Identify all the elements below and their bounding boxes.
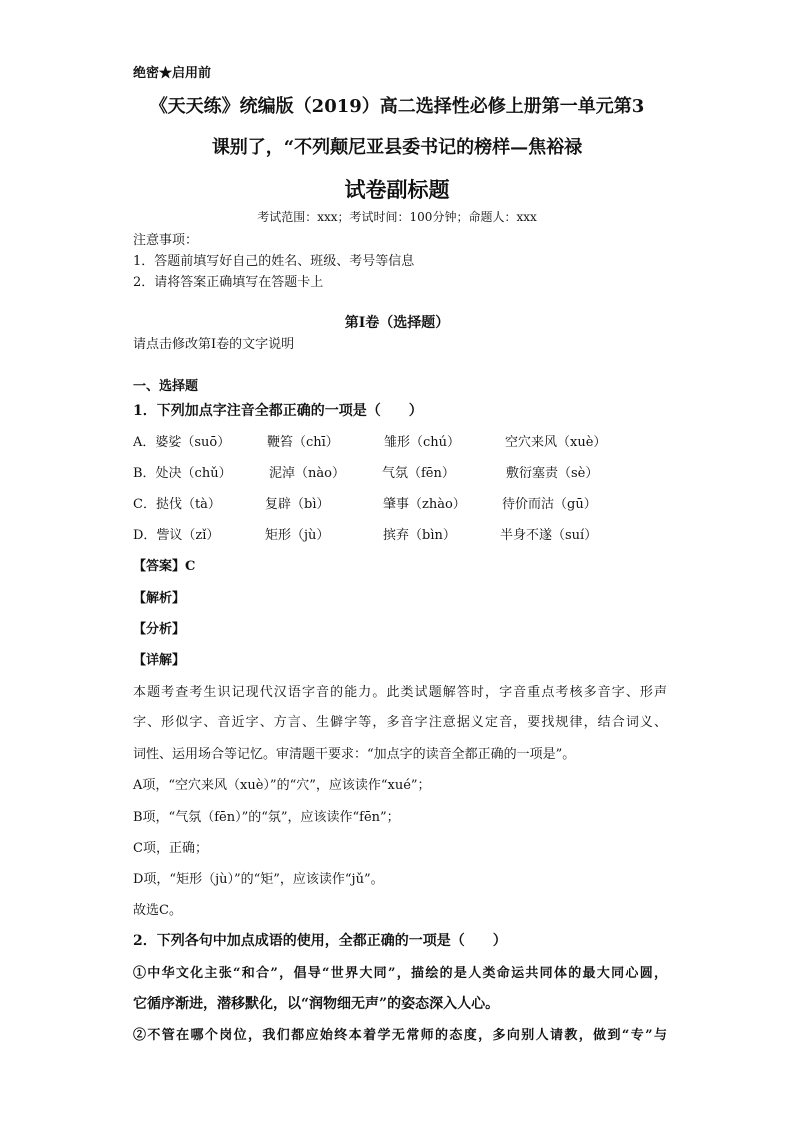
option-item: B．处决（chǔ） xyxy=(133,466,232,481)
option-item: A．婆娑（suō） xyxy=(133,435,231,450)
explanation-line: 词性、运用场合等记忆。审清题干要求：“加点字的读音全都正确的一项是”。 xyxy=(133,747,576,762)
exam-title-line-2: 课别了，“不列颠尼亚县委书记的榜样—焦裕禄 xyxy=(211,137,583,158)
option-item: C．挞伐（tà） xyxy=(133,497,221,512)
option-row-a xyxy=(133,431,663,451)
option-item: 矩形（jù） xyxy=(265,528,330,543)
exam-info: 考试范围：xxx；考试时间：100分钟；命题人：xxx xyxy=(257,210,537,224)
exam-subtitle: 试卷副标题 xyxy=(344,177,450,202)
option-item: 肇事（zhào） xyxy=(383,497,466,512)
option-item: 复辟（bì） xyxy=(265,497,330,512)
question-2-stem: 2．下列各句中加点成语的使用，全都正确的一项是（ ） xyxy=(133,933,507,949)
option-row-b xyxy=(133,462,663,482)
explanation-line: D项，“矩形（jù）”的“矩”，应该读作“jǔ”。 xyxy=(133,872,384,887)
option-item: 泥淖（nào） xyxy=(269,466,345,481)
option-row-d xyxy=(133,524,663,544)
explanation-line: A项，“空穴来风（xuè）”的“穴”，应该读作“xué”； xyxy=(133,778,431,793)
question-1-stem: 1．下列加点字注音全都正确的一项是（ ） xyxy=(133,403,423,419)
option-item: D．訾议（zǐ） xyxy=(133,528,220,543)
explanation-line: B项，“气氛（fēn）”的“氛”，应该读作“fēn”； xyxy=(133,810,400,825)
option-item: 鞭笞（chī） xyxy=(267,435,339,450)
notice-heading: 注意事项： xyxy=(133,233,199,248)
option-row-c xyxy=(133,493,663,513)
fenxi-label: 【分析】 xyxy=(133,622,186,637)
explanation-line: 故选C。 xyxy=(133,903,182,918)
question-2-line: ②不管在哪个岗位，我们都应始终本着学无常师的态度，多向别人请教，做到“专”与 xyxy=(133,1028,667,1043)
option-item: 半身不遂（suí） xyxy=(500,528,598,543)
explanation-line: C项，正确； xyxy=(133,841,208,856)
exam-title-line-1: 《天天练》统编版（2019）高二选择性必修上册第一单元第3 xyxy=(149,96,645,117)
option-item: 待价而沽（gū） xyxy=(502,497,597,512)
option-item: 气氛（fēn） xyxy=(382,466,455,481)
option-item: 摈弃（bìn） xyxy=(383,528,456,543)
notice-item: 1．答题前填写好自己的姓名、班级、考号等信息 xyxy=(133,254,415,269)
section-heading: 一、选择题 xyxy=(133,379,199,394)
explanation-line: 字、形似字、音近字、方言、生僻字等，多音字注意据义定音，要找规律，结合词义、 xyxy=(133,715,667,730)
question-2-line: ①中华文化主张“和合”，倡导“世界大同”，描绘的是人类命运共同体的最大同心圆， xyxy=(133,966,667,981)
detail-label: 【详解】 xyxy=(133,653,186,668)
question-2-line: 它循序渐进，潜移默化，以“润物细无声”的姿态深入人心。 xyxy=(133,996,500,1012)
option-item: 敷衍塞责（sè） xyxy=(506,466,599,481)
notice-item: 2．请将答案正确填写在答题卡上 xyxy=(133,275,324,290)
option-item: 空穴来风（xuè） xyxy=(505,435,607,450)
option-item: 雏形（chú） xyxy=(384,435,461,450)
confidential-label: 绝密★启用前 xyxy=(133,66,212,81)
part-description: 请点击修改第I卷的文字说明 xyxy=(133,337,295,352)
answer-label: 【答案】C xyxy=(133,559,196,574)
part-title: 第I卷（选择题） xyxy=(344,315,450,331)
analysis-label: 【解析】 xyxy=(133,591,186,606)
explanation-line: 本题考查考生识记现代汉语字音的能力。此类试题解答时，字音重点考核多音字、形声 xyxy=(133,685,667,700)
